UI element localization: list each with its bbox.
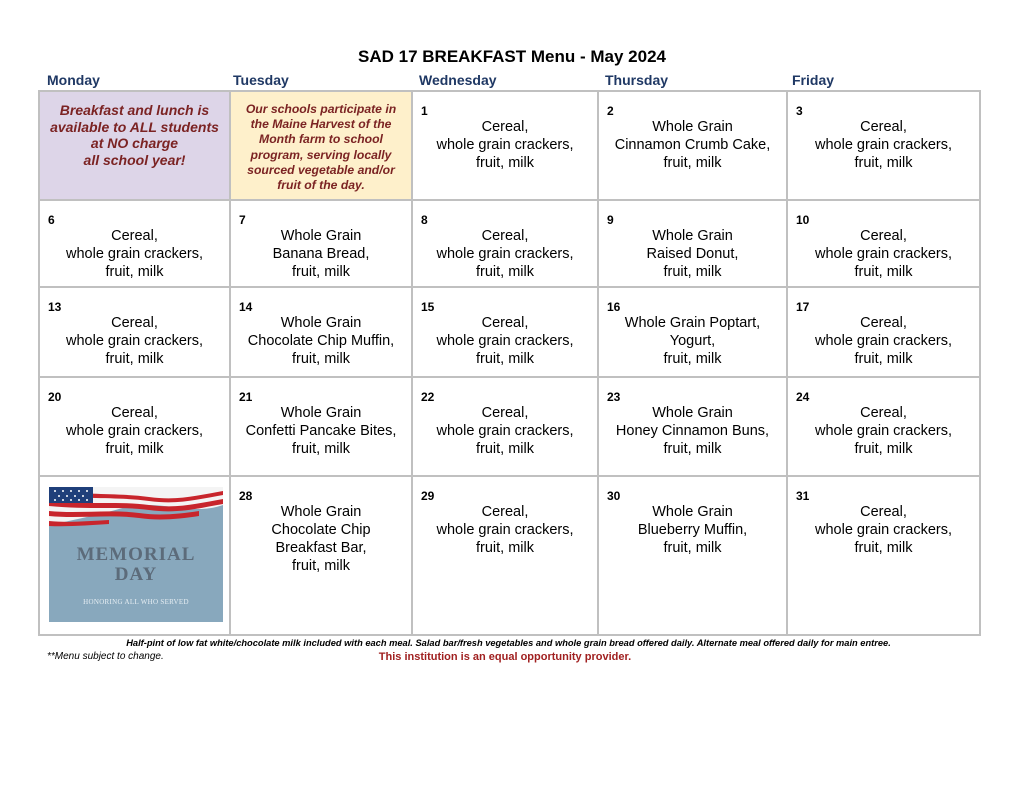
day-number: 3 [796, 104, 803, 118]
note-line: the Maine Harvest of the [250, 117, 392, 132]
memorial-title-line: DAY [114, 564, 158, 585]
menu-line: fruit, milk [854, 264, 913, 280]
day-number: 14 [239, 300, 253, 314]
menu-line: whole grain crackers, [436, 522, 574, 538]
day-cell [230, 200, 412, 287]
day-number: 9 [607, 213, 614, 227]
day-number: 8 [421, 213, 428, 227]
menu-line: Whole Grain [280, 315, 362, 331]
menu-line: fruit, milk [105, 351, 164, 367]
menu-line: Cinnamon Crumb Cake, [614, 137, 771, 153]
menu-line: Cereal, [860, 315, 907, 331]
menu-line: Cereal, [481, 315, 529, 331]
day-menu [40, 378, 229, 458]
calendar-week-3 [39, 287, 980, 377]
day-number: 20 [48, 390, 62, 404]
menu-line: fruit, milk [663, 351, 722, 367]
menu-line: fruit, milk [476, 264, 534, 280]
calendar-week-4 [39, 377, 980, 476]
menu-line: Cereal, [481, 504, 529, 520]
menu-line: whole grain crackers, [66, 246, 203, 262]
day-number: 7 [239, 213, 246, 227]
day-number: 2 [607, 104, 614, 118]
menu-line: fruit, milk [663, 155, 722, 171]
menu-line: whole grain crackers, [66, 423, 203, 439]
menu-line: fruit, milk [663, 264, 722, 280]
menu-line: whole grain crackers, [436, 137, 574, 153]
day-number: 24 [796, 390, 810, 404]
note-line: program, serving locally [250, 147, 392, 162]
day-menu [231, 201, 411, 281]
menu-line: fruit, milk [854, 351, 913, 367]
note-line: all school year! [83, 151, 186, 168]
menu-line: Cereal, [111, 228, 158, 244]
menu-line: whole grain crackers, [815, 333, 952, 349]
day-menu [231, 477, 411, 575]
day-cell [787, 377, 980, 476]
menu-line: Cereal, [481, 405, 529, 421]
day-number: 16 [607, 300, 621, 314]
menu-line: fruit, milk [854, 441, 913, 457]
day-menu [413, 92, 597, 172]
menu-line: Yogurt, [669, 333, 716, 349]
day-cell [412, 377, 598, 476]
day-menu [413, 201, 597, 281]
day-cell [598, 476, 787, 635]
day-cell [39, 377, 230, 476]
day-number: 15 [421, 300, 435, 314]
menu-line: fruit, milk [663, 540, 722, 556]
day-menu [231, 288, 411, 368]
menu-line: fruit, milk [292, 264, 350, 280]
day-number: 13 [48, 300, 62, 314]
day-header-tuesday: Tuesday [233, 72, 289, 88]
american-flag-icon [49, 487, 223, 547]
day-menu [231, 378, 411, 458]
menu-line: Blueberry Muffin, [637, 522, 748, 538]
equal-opportunity-statement: This institution is an equal opportunity provider. [378, 651, 632, 663]
day-menu [413, 477, 597, 557]
day-number: 21 [239, 390, 253, 404]
day-number: 17 [796, 300, 810, 314]
day-menu [788, 92, 979, 172]
note-line: Month farm to school [259, 132, 383, 147]
calendar-grid [38, 90, 981, 636]
day-cell [412, 200, 598, 287]
day-cell [598, 91, 787, 200]
day-menu [599, 288, 786, 368]
menu-line: fruit, milk [854, 155, 913, 171]
menu-change-note: **Menu subject to change. [47, 651, 164, 662]
note-line: Our schools participate in [245, 102, 397, 116]
menu-line: whole grain crackers, [815, 137, 952, 153]
maine-harvest-note-text [231, 92, 411, 193]
day-cell [230, 476, 412, 635]
day-menu [413, 378, 597, 458]
menu-line: fruit, milk [292, 558, 350, 574]
menu-line: Whole Grain Poptart, [624, 315, 761, 331]
menu-line: whole grain crackers, [436, 333, 574, 349]
menu-line: Whole Grain [280, 504, 362, 520]
menu-line: fruit, milk [105, 264, 164, 280]
menu-line: Whole Grain [652, 405, 733, 421]
day-menu [788, 378, 979, 458]
menu-line: Breakfast Bar, [275, 540, 367, 556]
menu-line: Chocolate Chip Muffin, [247, 333, 395, 349]
menu-line: fruit, milk [292, 441, 350, 457]
day-cell [412, 287, 598, 377]
day-menu [599, 378, 786, 458]
menu-line: whole grain crackers, [815, 246, 952, 262]
menu-line: fruit, milk [105, 441, 164, 457]
day-cell [39, 200, 230, 287]
day-cell [412, 476, 598, 635]
note-line: at NO charge [90, 135, 179, 151]
day-cell [787, 200, 980, 287]
menu-line: Banana Bread, [272, 246, 370, 262]
menu-line: Cereal, [481, 228, 529, 244]
day-header-monday: Monday [47, 72, 100, 88]
day-menu [599, 477, 786, 557]
menu-line: fruit, milk [854, 540, 913, 556]
menu-line: Cereal, [860, 228, 907, 244]
day-number: 10 [796, 213, 810, 227]
free-meals-note-text [40, 92, 229, 168]
note-line: available to ALL students [50, 118, 219, 135]
day-menu [40, 201, 229, 281]
menu-line: Cereal, [860, 119, 907, 135]
day-cell [598, 287, 787, 377]
menu-line: Cereal, [860, 504, 907, 520]
day-number: 6 [48, 213, 55, 227]
menu-line: Whole Grain [280, 405, 362, 421]
day-cell [39, 287, 230, 377]
menu-line: fruit, milk [292, 351, 350, 367]
menu-line: Chocolate Chip [271, 522, 371, 538]
day-menu [788, 288, 979, 368]
note-line: Breakfast and lunch is [59, 102, 210, 118]
menu-line: Whole Grain [652, 119, 733, 135]
note-line: fruit of the day. [277, 178, 365, 193]
day-cell [787, 287, 980, 377]
menu-line: fruit, milk [476, 351, 534, 367]
menu-line: Cereal, [111, 405, 158, 421]
menu-line: fruit, milk [476, 441, 534, 457]
milk-footnote: Half-pint of low fat white/chocolate milk included with each meal. Salad bar/fresh vegetables and whole grain bread offered daily. Alternate meal offered daily for main entree. [126, 638, 891, 648]
menu-line: whole grain crackers, [66, 333, 203, 349]
menu-line: Whole Grain [280, 228, 362, 244]
day-menu [788, 201, 979, 281]
menu-line: Honey Cinnamon Buns, [615, 423, 770, 439]
memorial-day-cell [39, 476, 230, 635]
menu-line: Cereal, [111, 315, 158, 331]
day-cell [598, 377, 787, 476]
menu-line: whole grain crackers, [436, 246, 574, 262]
day-number: 23 [607, 390, 621, 404]
memorial-day-subtitle: HONORING ALL WHO SERVED [83, 598, 189, 606]
day-cell [412, 91, 598, 200]
memorial-title-line: MEMORIAL [76, 544, 196, 565]
menu-line: Raised Donut, [646, 246, 739, 262]
menu-line: Whole Grain [652, 228, 733, 244]
day-cell [598, 200, 787, 287]
day-cell [787, 91, 980, 200]
day-number: 31 [796, 489, 810, 503]
day-number: 29 [421, 489, 435, 503]
menu-line: whole grain crackers, [815, 522, 952, 538]
menu-line: fruit, milk [663, 441, 722, 457]
menu-line: Whole Grain [652, 504, 733, 520]
maine-harvest-note [230, 91, 412, 200]
page-title: SAD 17 BREAKFAST Menu - May 2024 [358, 47, 666, 66]
calendar-week-5 [39, 476, 980, 635]
calendar-week-2 [39, 200, 980, 287]
free-meals-note [39, 91, 230, 200]
day-number: 1 [421, 104, 428, 118]
day-header-wednesday: Wednesday [419, 72, 497, 88]
menu-line: Cereal, [481, 119, 529, 135]
memorial-day-image [49, 487, 223, 622]
day-menu [599, 201, 786, 281]
menu-line: fruit, milk [476, 540, 534, 556]
day-menu [40, 288, 229, 368]
day-cell [230, 287, 412, 377]
menu-line: Cereal, [860, 405, 907, 421]
menu-line: whole grain crackers, [436, 423, 574, 439]
day-menu [413, 288, 597, 368]
day-menu [599, 92, 786, 172]
day-number: 30 [607, 489, 621, 503]
day-number: 22 [421, 390, 435, 404]
menu-line: Confetti Pancake Bites, [245, 423, 397, 439]
memorial-day-title [49, 545, 223, 585]
menu-line: whole grain crackers, [815, 423, 952, 439]
day-cell [787, 476, 980, 635]
menu-line: fruit, milk [476, 155, 534, 171]
calendar-week-1 [39, 91, 980, 200]
day-number: 28 [239, 489, 253, 503]
day-header-friday: Friday [792, 72, 835, 88]
day-header-thursday: Thursday [605, 72, 669, 88]
day-menu [788, 477, 979, 557]
day-cell [230, 377, 412, 476]
note-line: sourced vegetable and/or [247, 162, 395, 177]
